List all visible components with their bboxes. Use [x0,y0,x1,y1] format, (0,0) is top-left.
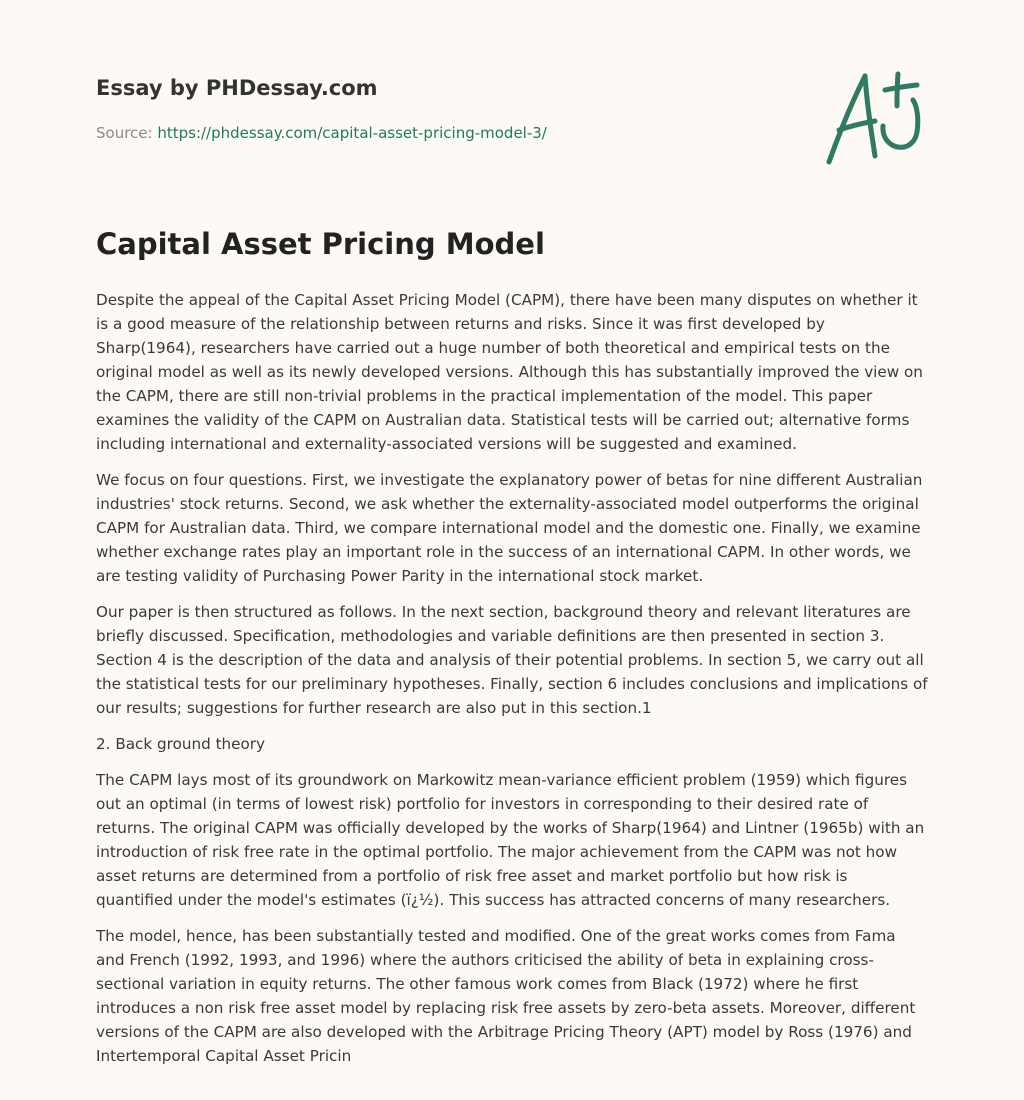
essay-paragraph: Despite the appeal of the Capital Asset Pricing Model (CAPM), there have been many disputes on whether it is a good measure of the relationship between returns and risks. Since it was first developed by Sharp(1964), researchers have carried out a huge number of both theoretical and empirical tests on the original model as well as its newly developed versions. Although this has substantially improved the view on the CAPM, there are still non-trivial problems in the practical implementation of the model. This paper examines the validity of the CAPM on Australian data. Statistical tests will be carried out; alternative forms including international and externality-associated versions will be suggested and examined. [96,291,923,453]
essay-paragraph: We focus on four questions. First, we investigate the explanatory power of betas for nine different Australian industries' stock returns. Second, we ask whether the externality-associated model outperforms the original CAPM for Australian data. Third, we compare international model and the domestic one. Finally, we examine whether exchange rates play an important role in the success of an international CAPM. In other words, we are testing validity of Purchasing Power Parity in the international stock market. [96,471,923,585]
essay-paragraph: The CAPM lays most of its groundwork on Markowitz mean-variance efficient problem (1959) which figures out an optimal (in terms of lowest risk) portfolio for investors in corresponding to their desired rate of returns. The original CAPM was officially developed by the works of Sharp(1964) and Lintner (1965b) with an introduction of risk free rate in the optimal portfolio. The major achievement from the CAPM was not how asset returns are determined from a portfolio of risk free asset and market portfolio but how risk is quantified under the model's estimates (ï¿½). This success has attracted concerns of many researchers. [96,771,925,909]
a-plus-logo-icon [821,66,931,170]
site-title: Essay by PHDessay.com [96,76,378,100]
essay-article [96,224,928,1080]
source-label: Source: [96,124,158,142]
page-header [96,72,928,182]
page-title: Capital Asset Pricing Model [96,227,545,261]
essay-paragraph: The model, hence, has been substantially tested and modified. One of the great works comes from Fama and French (1992, 1993, and 1996) where the authors criticised the ability of beta in explaining cross-sectional variation in equity returns. The other famous work comes from Black (1972) where he first introduces a non risk free asset model by replacing risk free assets by zero-beta assets. Moreover, different versions of the CAPM are also developed with the Arbitrage Pricing Theory (APT) model by Ross (1976) and Intertemporal Capital Asset Pricin [96,927,916,1065]
section-heading: 2. Back ground theory [96,735,266,753]
essay-paragraph: Our paper is then structured as follows. In the next section, background theory and relevant literatures are briefly discussed. Specification, methodologies and variable definitions are then presented in section 3. Section 4 is the description of the data and analysis of their potential problems. In section 5, we carry out all the statistical tests for our preliminary hypotheses. Finally, section 6 includes conclusions and implications of our results; suggestions for further research are also put in this section.1 [96,603,928,717]
source-line [96,124,547,142]
source-link[interactable]: https://phdessay.com/capital-asset-pricing-model-3/ [157,124,547,142]
